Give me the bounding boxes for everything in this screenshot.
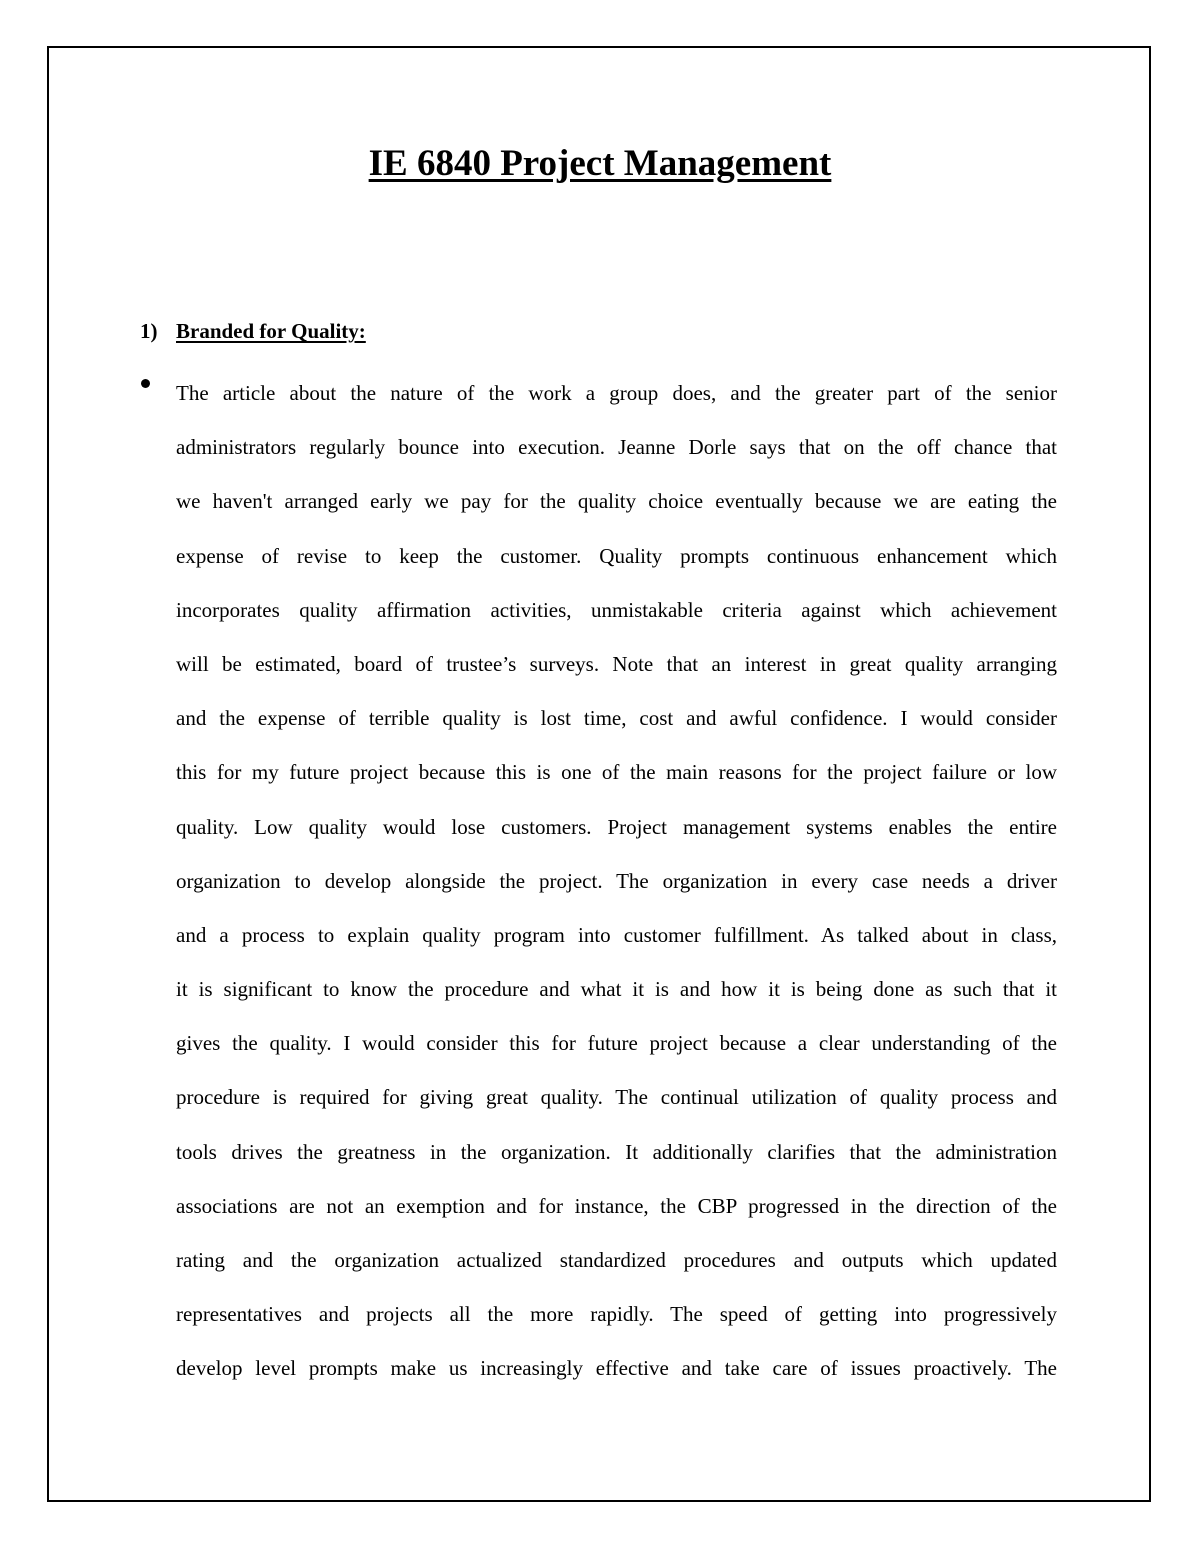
document-title: IE 6840 Project Management	[368, 143, 832, 184]
section-heading	[140, 316, 366, 346]
paragraph-line: rating and the organization actualized standardized procedures and outputs which updated	[176, 1248, 1057, 1272]
paragraph-line: tools drives the greatness in the organization. It additionally clarifies that the administration	[176, 1139, 1057, 1164]
paragraph-line: develop level prompts make us increasingly effective and take care of issues proactively. The	[176, 1356, 1057, 1381]
paragraph-line: quality. Low quality would lose customers. Project management systems enables the entire	[176, 814, 1057, 839]
section-number: 1)	[140, 319, 158, 343]
paragraph-line: gives the quality. I would consider this for future project because a clear understanding of the	[176, 1031, 1057, 1056]
paragraph-line: The article about the nature of the work a group does, and the greater part of the senior	[176, 381, 1057, 405]
paragraph-line: it is significant to know the procedure and what it is and how it is being done as such that it	[176, 977, 1057, 1002]
paragraph-line: expense of revise to keep the customer. Quality prompts continuous enhancement which	[176, 543, 1057, 568]
paragraph-line: this for my future project because this is one of the main reasons for the project failure or low	[176, 760, 1057, 785]
paragraph-line: will be estimated, board of trustee’s surveys. Note that an interest in great quality arranging	[176, 651, 1057, 676]
section-label: Branded for Quality:	[176, 319, 366, 343]
paragraph-line: organization to develop alongside the project. The organization in every case needs a driver	[176, 868, 1057, 893]
paragraph-line: we haven't arranged early we pay for the quality choice eventually because we are eating the	[176, 489, 1057, 514]
bullet-icon	[141, 379, 150, 388]
paragraph-line: procedure is required for giving great quality. The continual utilization of quality process and	[176, 1085, 1057, 1110]
paragraph-line: and a process to explain quality program into customer fulfillment. As talked about in class,	[176, 922, 1057, 947]
paragraph-line: representatives and projects all the more rapidly. The speed of getting into progressively	[176, 1302, 1057, 1327]
paragraph-line: associations are not an exemption and for instance, the CBP progressed in the direction of the	[176, 1193, 1057, 1218]
body-paragraph	[176, 366, 1057, 1396]
paragraph-line: incorporates quality affirmation activities, unmistakable criteria against which achievement	[176, 597, 1057, 622]
paragraph-line: administrators regularly bounce into execution. Jeanne Dorle says that on the off chance that	[176, 435, 1057, 460]
paragraph-line: and the expense of terrible quality is lost time, cost and awful confidence. I would consider	[176, 706, 1057, 731]
